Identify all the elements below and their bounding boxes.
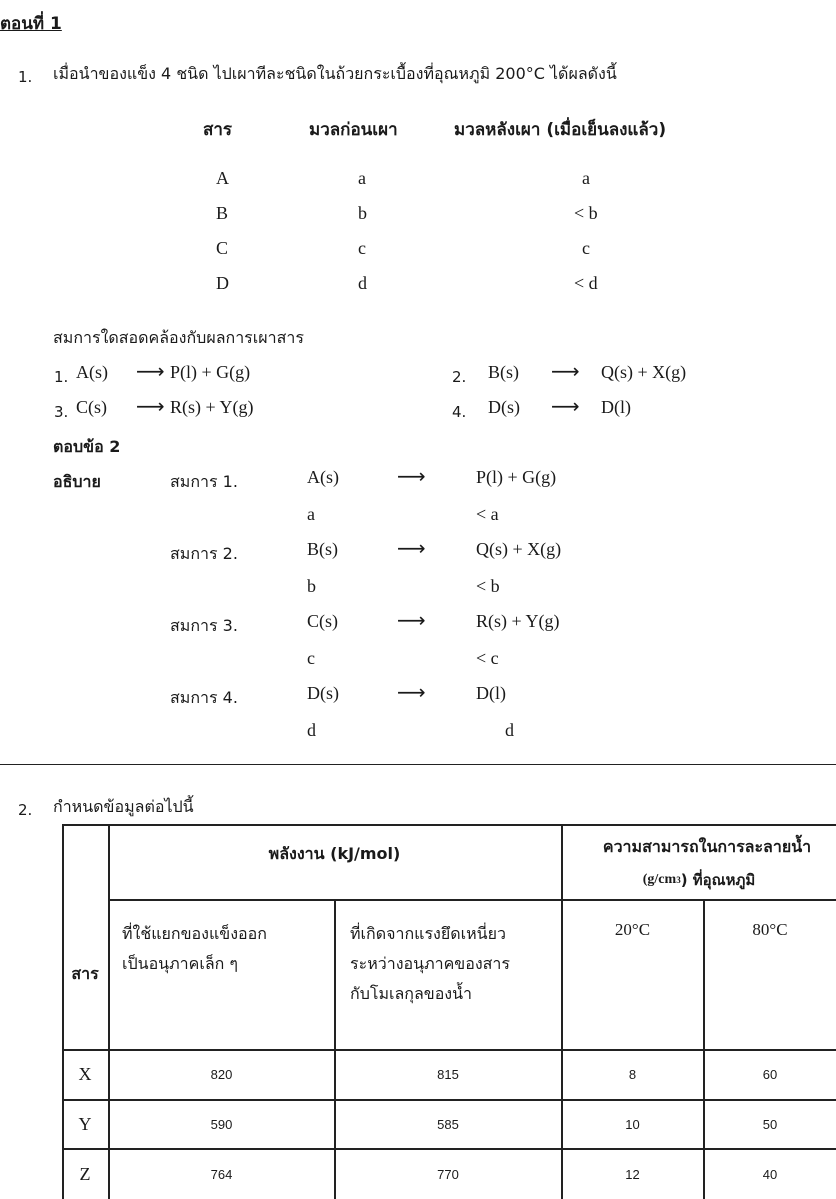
section-title: ตอนที่ 1 xyxy=(0,14,62,34)
question-2-number: 2. xyxy=(18,801,33,819)
arrow-icon: ⟶ xyxy=(397,608,426,632)
row-sol-80: 40 xyxy=(762,1166,778,1182)
equation-label: สมการ 3. xyxy=(170,616,238,635)
q1-header-mass-after: มวลหลังเผา (เมื่อเย็นลงแล้ว) xyxy=(454,120,667,140)
arrow-icon: ⟶ xyxy=(136,359,165,383)
rhs-mass: < b xyxy=(476,576,500,596)
attr-header-line: กับโมเลกุลของน้ำ xyxy=(350,984,473,1003)
solubility-header: ความสามารถในการละลายน้ำ xyxy=(602,836,812,856)
rhs-mass: < c xyxy=(476,648,499,668)
choice-number: 4. xyxy=(452,403,467,421)
choice-rhs: P(l) + G(g) xyxy=(170,362,251,382)
choice-number: 3. xyxy=(54,403,69,421)
equation-label: สมการ 4. xyxy=(170,688,238,707)
row-sol-20: 10 xyxy=(625,1116,640,1132)
choice-lhs: A(s) xyxy=(76,362,108,382)
q1-row-before: a xyxy=(358,168,366,188)
arrow-icon: ⟶ xyxy=(397,464,426,488)
equation-rhs: Q(s) + X(g) xyxy=(476,539,562,559)
row-substance: Y xyxy=(78,1113,92,1134)
row-substance: X xyxy=(78,1064,92,1084)
choice-lhs: D(s) xyxy=(488,397,520,417)
equation-label: สมการ 1. xyxy=(170,472,238,491)
row-substance: Z xyxy=(79,1163,91,1184)
equation-label: สมการ 2. xyxy=(170,544,238,563)
q1-row-before: b xyxy=(358,203,367,223)
row-sep-energy: 820 xyxy=(210,1067,233,1082)
equation-rhs: R(s) + Y(g) xyxy=(476,611,560,631)
choice-rhs: Q(s) + X(g) xyxy=(601,362,687,382)
arrow-icon: ⟶ xyxy=(551,394,580,418)
equation-rhs: P(l) + G(g) xyxy=(476,467,557,487)
table-border xyxy=(108,899,836,901)
choice-number: 1. xyxy=(54,368,69,386)
rhs-mass: < a xyxy=(476,504,499,524)
lhs-mass: b xyxy=(307,576,316,596)
arrow-icon: ⟶ xyxy=(551,359,580,383)
q1-row-after: < d xyxy=(574,273,598,293)
q1-prompt: สมการใดสอดคล้องกับผลการเผาสาร xyxy=(53,328,304,347)
solubility-unit-header xyxy=(562,864,836,896)
temp-20-header: 20°C xyxy=(614,920,651,939)
solubility-unit-exponent: 3 xyxy=(676,875,681,885)
row-sol-80: 50 xyxy=(762,1116,778,1132)
arrow-icon: ⟶ xyxy=(136,394,165,418)
choice-rhs: D(l) xyxy=(601,397,631,417)
rhs-mass: d xyxy=(505,720,514,740)
choice-number: 2. xyxy=(452,368,467,386)
answer: ตอบข้อ 2 xyxy=(53,437,121,456)
q1-row-after: < b xyxy=(574,203,598,223)
question-1-text: เมื่อนำของแข็ง 4 ชนิด ไปเผาทีละชนิดในถ้วยกระเบื้องที่อุณหภูมิ 200°C ได้ผลดังนี้ xyxy=(53,64,617,83)
q1-row-before: d xyxy=(358,273,367,293)
q1-row-before: c xyxy=(358,238,366,258)
sep-header-line: เป็นอนุภาคเล็ก ๆ xyxy=(122,954,238,973)
q1-header-mass-before: มวลก่อนเผา xyxy=(309,120,398,140)
q1-row-substance: B xyxy=(216,203,229,223)
row-attr-energy: 770 xyxy=(437,1166,459,1182)
temp-80-header: 80°C xyxy=(752,920,788,939)
energy-header: พลังงาน (kJ/mol) xyxy=(268,843,401,863)
equation-lhs: A(s) xyxy=(307,467,339,487)
equation-lhs: B(s) xyxy=(307,539,338,559)
data-table xyxy=(62,824,836,1199)
choice-lhs: C(s) xyxy=(76,397,107,417)
solubility-unit-rest: ) ที่อุณหภูมิ xyxy=(680,871,756,889)
solubility-unit: (g/cm xyxy=(642,872,677,887)
separation-energy-header xyxy=(122,922,267,982)
equation-rhs: D(l) xyxy=(476,683,506,703)
q1-row-substance: C xyxy=(216,238,229,258)
choice-rhs: R(s) + Y(g) xyxy=(170,397,254,417)
sep-header-line: ที่ใช้แยกของแข็งออก xyxy=(122,924,267,943)
q1-row-substance: D xyxy=(216,273,229,293)
q1-header-substance: สาร xyxy=(203,120,233,140)
q1-row-after: a xyxy=(582,168,590,188)
section-divider xyxy=(0,764,836,765)
equation-lhs: D(s) xyxy=(307,683,339,703)
question-1-number: 1. xyxy=(18,68,33,86)
row-sep-energy: 764 xyxy=(210,1166,233,1182)
row-sep-energy: 590 xyxy=(210,1116,233,1132)
attr-header-line: ระหว่างอนุภาคของสาร xyxy=(350,954,510,973)
equation-lhs: C(s) xyxy=(307,611,338,631)
choice-lhs: B(s) xyxy=(488,362,519,382)
explain-label: อธิบาย xyxy=(53,472,101,491)
row-sol-20: 8 xyxy=(628,1067,637,1082)
substance-header: สาร xyxy=(71,963,99,983)
row-attr-energy: 585 xyxy=(437,1116,459,1132)
row-sol-20: 12 xyxy=(625,1166,640,1182)
row-sol-80: 60 xyxy=(762,1067,778,1082)
attraction-energy-header xyxy=(350,922,510,1012)
attr-header-line: ที่เกิดจากแรงยึดเหนี่ยว xyxy=(350,924,506,943)
q1-row-after: c xyxy=(582,238,590,258)
arrow-icon: ⟶ xyxy=(397,680,426,704)
arrow-icon: ⟶ xyxy=(397,536,426,560)
lhs-mass: a xyxy=(307,504,315,524)
row-attr-energy: 815 xyxy=(437,1067,459,1082)
lhs-mass: c xyxy=(307,648,315,668)
q1-row-substance: A xyxy=(216,168,229,188)
question-2-text: กำหนดข้อมูลต่อไปนี้ xyxy=(53,797,194,816)
lhs-mass: d xyxy=(307,720,316,740)
